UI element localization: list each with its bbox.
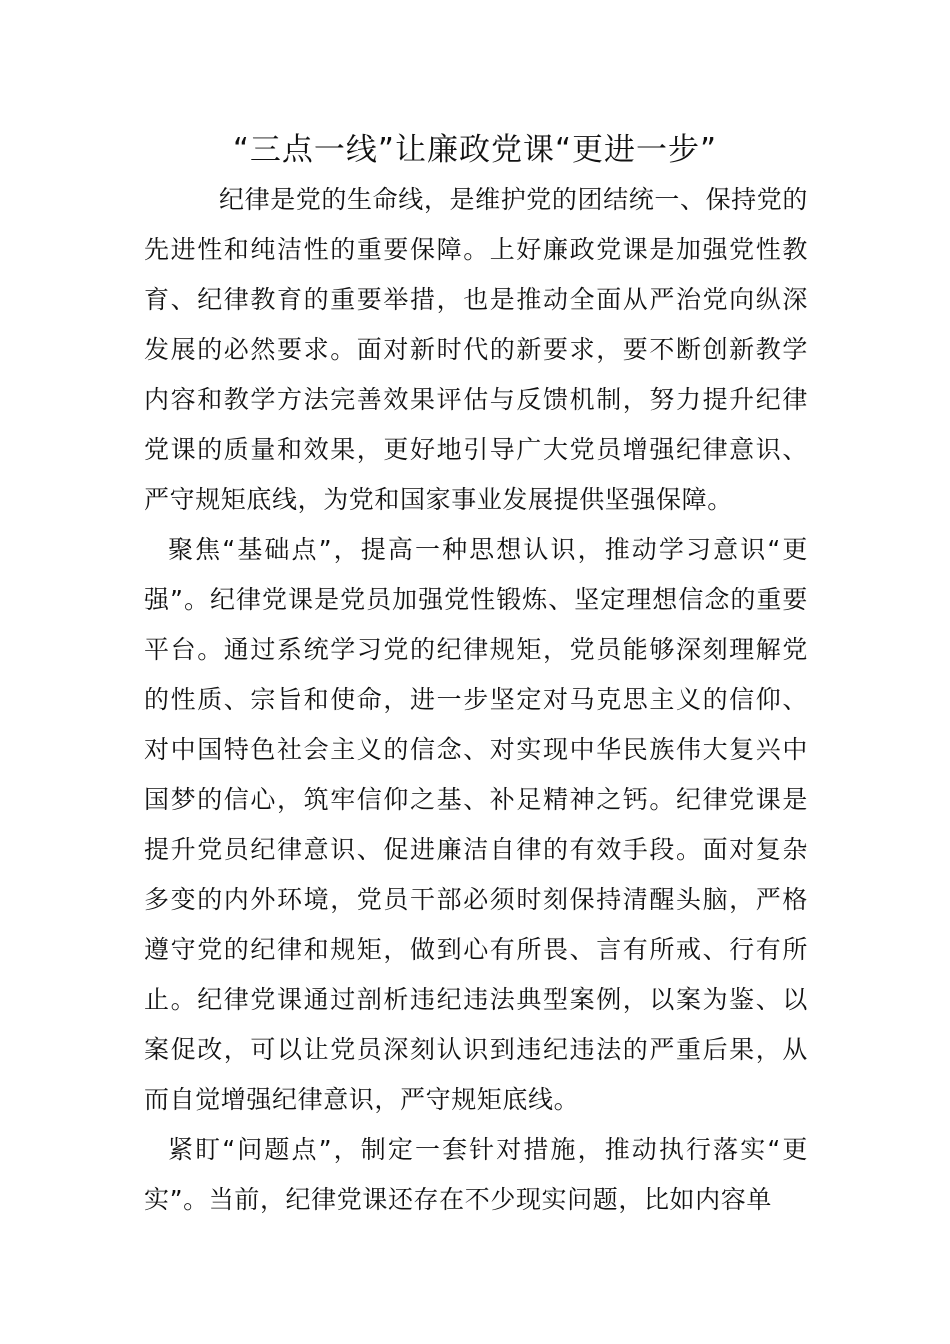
paragraph-intro: 纪律是党的生命线，是维护党的团结统一、保持党的先进性和纯洁性的重要保障。上好廉政党课是加强党性教育、纪律教育的重要举措，也是推动全面从严治党向纵深发展的必然要求。面对新时代的新要求，要不断创新教学内容和教学方法完善效果评估与反馈机制，努力提升纪律党课的质量和效果，更好地引导广大党员增强纪律意识、严守规矩底线，为党和国家事业发展提供坚强保障。: [144, 185, 808, 514]
paragraph-problem-point: 紧盯“问题点”，制定一套针对措施，推动执行落实“更实”。当前，纪律党课还存在不少现实问题，比如内容单: [144, 1135, 808, 1214]
paragraph-foundation-point: 聚焦“基础点”，提高一种思想认识，推动学习意识“更强”。纪律党课是党员加强党性锻炼、坚定理想信念的重要平台。通过系统学习党的纪律规矩，党员能够深刻理解党的性质、宗旨和使命，进一步坚定对马克思主义的信仰、对中国特色社会主义的信念、对实现中华民族伟大复兴中国梦的信心，筑牢信仰之基、补足精神之钙。纪律党课是提升党员纪律意识、促进廉洁自律的有效手段。面对复杂多变的内外环境，党员干部必须时刻保持清醒头脑，严格遵守党的纪律和规矩，做到心有所畏、言有所戒、行有所止。纪律党课通过剖析违纪违法典型案例，以案为鉴、以案促改，可以让党员深刻认识到违纪违法的严重后果，从而自觉增强纪律意识，严守规矩底线。: [144, 535, 808, 1114]
document-body: [144, 175, 808, 1225]
document-title: “三点一线”让廉政党课“更进一步”: [232, 132, 718, 168]
